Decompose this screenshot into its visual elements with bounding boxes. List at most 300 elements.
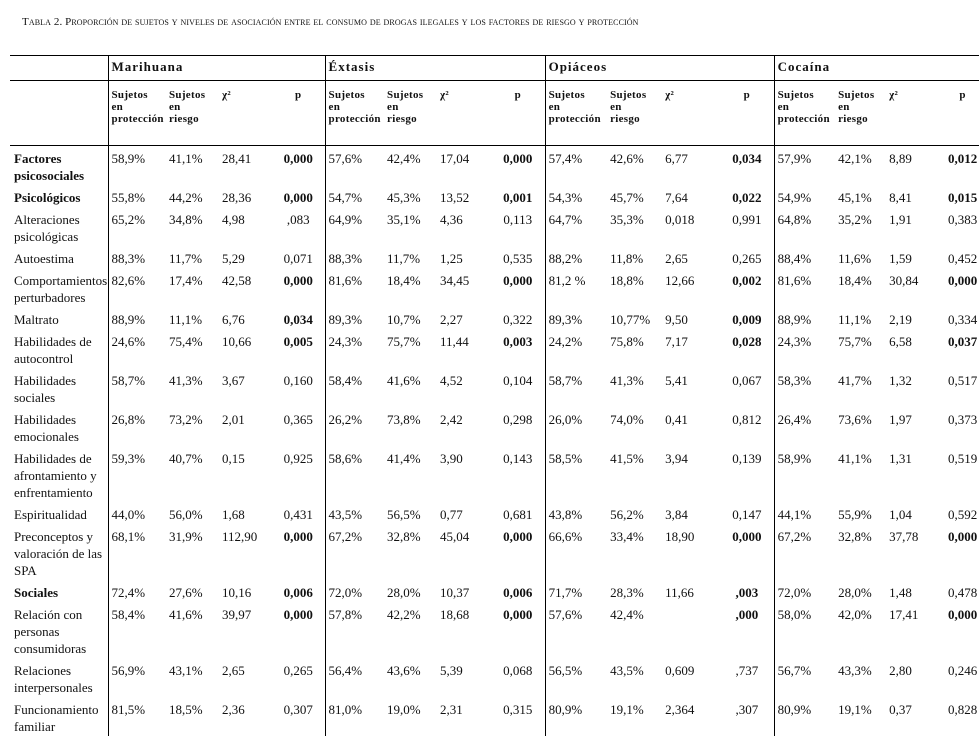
cell-p-value: 0,519 bbox=[947, 451, 978, 466]
cell-proteccion: 71,7% bbox=[545, 580, 607, 602]
cell-chi-square: 10,37 bbox=[440, 585, 470, 600]
cell-riesgo: 43,1% bbox=[169, 663, 203, 678]
cell-chi-square: 12,66 bbox=[665, 273, 695, 288]
cell-p-value: 0,160 bbox=[283, 373, 313, 388]
cell-p-value: 0,113 bbox=[503, 212, 533, 227]
cell-riesgo: 43,5% bbox=[610, 663, 644, 678]
cell-riesgo: 45,7% bbox=[610, 190, 644, 205]
subheader-line: Sujetos bbox=[610, 89, 647, 101]
group-header: Marihuana bbox=[108, 56, 325, 81]
cell-p-value: 0,431 bbox=[283, 507, 313, 522]
cell-p-value: 0,535 bbox=[503, 251, 533, 266]
cell-p-value: 0,000 bbox=[283, 273, 313, 288]
cell-riesgo: 75,7% bbox=[387, 334, 421, 349]
cell-chi-square: 11,44 bbox=[440, 334, 469, 349]
cell-chi-square: 5,39 bbox=[440, 663, 463, 678]
cell-riesgo: 11,1% bbox=[838, 312, 872, 327]
row-label: Preconceptos y valoración de las SPA bbox=[14, 529, 103, 578]
table-row bbox=[10, 502, 979, 524]
cell-proteccion: 72,0% bbox=[325, 580, 384, 602]
cell-p-value: 0,315 bbox=[503, 702, 533, 717]
cell-riesgo: 42,2% bbox=[387, 607, 421, 622]
cell-proteccion: 56,5% bbox=[545, 658, 607, 697]
cell-chi-square: 1,32 bbox=[889, 373, 912, 388]
cell-chi-square: 17,41 bbox=[889, 607, 919, 622]
cell-p-value: 0,034 bbox=[283, 312, 313, 327]
cell-p-value: 0,322 bbox=[503, 312, 533, 327]
cell-chi-square: 0,37 bbox=[889, 702, 912, 717]
cell-chi-square: 1,31 bbox=[889, 451, 912, 466]
cell-chi-square: 2,27 bbox=[440, 312, 463, 327]
cell-riesgo: 18,4% bbox=[838, 273, 872, 288]
cell-proteccion: 44,0% bbox=[108, 502, 166, 524]
cell-proteccion: 26,8% bbox=[108, 407, 166, 446]
cell-proteccion: 88,9% bbox=[774, 307, 835, 329]
cell-chi-square: 1,48 bbox=[889, 585, 912, 600]
cell-p-value: 0,139 bbox=[732, 451, 762, 466]
subheader-line: en bbox=[328, 101, 341, 113]
cell-proteccion: 68,1% bbox=[108, 524, 166, 580]
table-row bbox=[10, 697, 979, 736]
cell-riesgo: 19,1% bbox=[610, 702, 644, 717]
cell-riesgo: 41,1% bbox=[838, 451, 872, 466]
subheader-line: riesgo bbox=[838, 113, 868, 125]
cell-p-value: 0,104 bbox=[503, 373, 533, 388]
cell-chi-square: 5,29 bbox=[222, 251, 245, 266]
subheader-sujetos-proteccion bbox=[108, 81, 166, 146]
cell-p-value: 0,000 bbox=[503, 607, 533, 622]
cell-chi-square: 2,31 bbox=[440, 702, 463, 717]
cell-riesgo: 41,7% bbox=[838, 373, 872, 388]
cell-proteccion: 81,6% bbox=[774, 268, 835, 307]
cell-p-value: ,000 bbox=[735, 607, 759, 622]
cell-riesgo: 11,7% bbox=[169, 251, 203, 266]
cell-riesgo: 28,3% bbox=[610, 585, 644, 600]
cell-proteccion: 56,4% bbox=[325, 658, 384, 697]
subheader-line: Sujetos bbox=[838, 89, 875, 101]
cell-p-value: 0,373 bbox=[947, 412, 978, 427]
cell-chi-square: 30,84 bbox=[889, 273, 919, 288]
table-row bbox=[10, 307, 979, 329]
cell-riesgo: 73,8% bbox=[387, 412, 421, 427]
row-label: Espiritualidad bbox=[14, 507, 87, 522]
cell-chi-square: 9,50 bbox=[665, 312, 688, 327]
cell-proteccion: 67,2% bbox=[774, 524, 835, 580]
cell-proteccion: 88,3% bbox=[108, 246, 166, 268]
cell-riesgo: 11,8% bbox=[610, 251, 644, 266]
cell-chi-square: 10,16 bbox=[222, 585, 252, 600]
cell-chi-square: 3,84 bbox=[665, 507, 688, 522]
subheader-line: en bbox=[610, 101, 622, 113]
subheader-line: en bbox=[387, 101, 399, 113]
cell-proteccion: 88,3% bbox=[325, 246, 384, 268]
subheader-sujetos-proteccion bbox=[774, 81, 835, 146]
cell-p-value: 0,028 bbox=[732, 334, 762, 349]
cell-riesgo: 34,8% bbox=[169, 212, 203, 227]
cell-chi-square: 112,90 bbox=[222, 529, 258, 544]
group-header: Cocaína bbox=[774, 56, 979, 81]
table-row bbox=[10, 524, 979, 580]
cell-p-value: 0,006 bbox=[503, 585, 533, 600]
table-body bbox=[10, 146, 979, 737]
cell-proteccion: 89,3% bbox=[545, 307, 607, 329]
cell-proteccion: 26,2% bbox=[325, 407, 384, 446]
cell-chi-square: 4,52 bbox=[440, 373, 463, 388]
cell-p-value: 0,478 bbox=[947, 585, 978, 600]
cell-proteccion: 72,4% bbox=[108, 580, 166, 602]
cell-proteccion: 64,8% bbox=[774, 207, 835, 246]
cell-p-value: ,083 bbox=[286, 212, 310, 227]
cell-riesgo: 33,4% bbox=[610, 529, 644, 544]
subheader-sujetos-proteccion bbox=[325, 81, 384, 146]
subheader-line: protección bbox=[548, 113, 601, 125]
cell-chi-square: 1,25 bbox=[440, 251, 463, 266]
cell-proteccion: 58,4% bbox=[325, 368, 384, 407]
cell-proteccion: 43,8% bbox=[545, 502, 607, 524]
table-row bbox=[10, 268, 979, 307]
cell-p-value: 0,000 bbox=[947, 607, 978, 622]
row-label: Sociales bbox=[14, 585, 59, 600]
subheader-line: riesgo bbox=[169, 113, 199, 125]
cell-proteccion: 43,5% bbox=[325, 502, 384, 524]
cell-riesgo: 73,6% bbox=[838, 412, 872, 427]
cell-chi-square: 7,64 bbox=[665, 190, 688, 205]
cell-chi-square: 1,97 bbox=[889, 412, 912, 427]
cell-chi-square: 18,90 bbox=[665, 529, 695, 544]
cell-riesgo: 41,3% bbox=[169, 373, 203, 388]
cell-proteccion: 64,7% bbox=[545, 207, 607, 246]
cell-chi-square: 28,36 bbox=[222, 190, 252, 205]
cell-riesgo: 75,7% bbox=[838, 334, 872, 349]
subheader-p-value: p bbox=[488, 81, 545, 146]
subheader-line: protección bbox=[328, 113, 381, 125]
cell-proteccion: 81,6% bbox=[325, 268, 384, 307]
cell-p-value: 0,001 bbox=[503, 190, 533, 205]
cell-riesgo: 43,6% bbox=[387, 663, 421, 678]
cell-p-value: 0,298 bbox=[503, 412, 533, 427]
row-label: Funcionamiento familiar bbox=[14, 702, 99, 734]
cell-proteccion: 55,8% bbox=[108, 185, 166, 207]
cell-riesgo: 43,3% bbox=[838, 663, 872, 678]
subheader-line: Sujetos bbox=[777, 89, 814, 101]
cell-riesgo: 41,5% bbox=[610, 451, 644, 466]
cell-proteccion: 58,9% bbox=[774, 446, 835, 502]
cell-p-value: 0,452 bbox=[947, 251, 978, 266]
cell-chi-square: 2,19 bbox=[889, 312, 912, 327]
row-label: Habilidades de autocontrol bbox=[14, 334, 92, 366]
cell-chi-square: 2,36 bbox=[222, 702, 245, 717]
row-label: Habilidades emocionales bbox=[14, 412, 79, 444]
cell-proteccion: 58,5% bbox=[545, 446, 607, 502]
cell-riesgo: 35,3% bbox=[610, 212, 644, 227]
cell-riesgo: 44,2% bbox=[169, 190, 203, 205]
table-row bbox=[10, 658, 979, 697]
cell-p-value: 0,307 bbox=[283, 702, 313, 717]
cell-riesgo: 41,1% bbox=[169, 151, 203, 166]
cell-chi-square: 2,01 bbox=[222, 412, 245, 427]
subheader-line: Sujetos bbox=[387, 89, 424, 101]
cell-p-value: 0,005 bbox=[283, 334, 313, 349]
cell-riesgo: 55,9% bbox=[838, 507, 872, 522]
cell-riesgo: 18,8% bbox=[610, 273, 644, 288]
cell-chi-square: 0,609 bbox=[665, 663, 695, 678]
group-header-row bbox=[10, 56, 979, 81]
subheader-line: protección bbox=[777, 113, 830, 125]
cell-p-value: 0,143 bbox=[503, 451, 533, 466]
subheader-p-value: p bbox=[269, 81, 325, 146]
cell-riesgo: 18,4% bbox=[387, 273, 421, 288]
cell-proteccion: 80,9% bbox=[774, 697, 835, 736]
cell-riesgo: 10,77% bbox=[610, 312, 651, 327]
cell-proteccion: 57,6% bbox=[545, 602, 607, 658]
table-row bbox=[10, 580, 979, 602]
cell-chi-square: 28,41 bbox=[222, 151, 252, 166]
cell-p-value: 0,592 bbox=[947, 507, 978, 522]
cell-riesgo: 56,5% bbox=[387, 507, 421, 522]
subheader-line: en bbox=[548, 101, 561, 113]
cell-proteccion: 24,3% bbox=[325, 329, 384, 368]
cell-proteccion: 44,1% bbox=[774, 502, 835, 524]
row-label: Maltrato bbox=[14, 312, 59, 327]
cell-p-value: 0,000 bbox=[732, 529, 762, 544]
cell-chi-square: 4,36 bbox=[440, 212, 463, 227]
cell-p-value: 0,265 bbox=[732, 251, 762, 266]
cell-p-value: 0,517 bbox=[947, 373, 978, 388]
table-row bbox=[10, 407, 979, 446]
cell-chi-square: 10,66 bbox=[222, 334, 252, 349]
cell-proteccion: 88,9% bbox=[108, 307, 166, 329]
cell-p-value: 0,246 bbox=[947, 663, 978, 678]
cell-p-value: 0,000 bbox=[503, 529, 533, 544]
cell-p-value: 0,000 bbox=[947, 273, 978, 288]
cell-chi-square: 8,89 bbox=[889, 151, 912, 166]
cell-chi-square: 0,15 bbox=[222, 451, 245, 466]
cell-chi-square: 13,52 bbox=[440, 190, 470, 205]
cell-proteccion: 81,2 % bbox=[545, 268, 607, 307]
cell-chi-square: 37,78 bbox=[889, 529, 919, 544]
cell-chi-square: 6,76 bbox=[222, 312, 245, 327]
cell-chi-square: 3,90 bbox=[440, 451, 463, 466]
cell-proteccion: 24,3% bbox=[774, 329, 835, 368]
cell-proteccion: 88,2% bbox=[545, 246, 607, 268]
cell-riesgo: 41,3% bbox=[610, 373, 644, 388]
cell-proteccion: 26,4% bbox=[774, 407, 835, 446]
row-label: Alteraciones psicológicas bbox=[14, 212, 80, 244]
cell-riesgo: 42,0% bbox=[838, 607, 872, 622]
cell-p-value: 0,265 bbox=[283, 663, 313, 678]
cell-chi-square: 8,41 bbox=[889, 190, 912, 205]
cell-chi-square: 0,41 bbox=[665, 412, 688, 427]
cell-proteccion: 58,3% bbox=[774, 368, 835, 407]
cell-proteccion: 57,8% bbox=[325, 602, 384, 658]
cell-riesgo: 11,6% bbox=[838, 251, 872, 266]
cell-proteccion: 54,9% bbox=[774, 185, 835, 207]
subheader-line: protección bbox=[111, 113, 164, 125]
table-row bbox=[10, 368, 979, 407]
cell-p-value: 0,000 bbox=[283, 151, 313, 166]
row-label: Psicológicos bbox=[14, 190, 81, 205]
cell-p-value: 0,006 bbox=[283, 585, 313, 600]
cell-chi-square: 3,94 bbox=[665, 451, 688, 466]
table-caption: Tabla 2. Proporción de sujetos y niveles de asociación entre el consumo de drogas ilegales y los factores de riesgo y protección bbox=[22, 16, 639, 28]
subheader-sujetos-riesgo bbox=[835, 81, 886, 146]
cell-proteccion: 56,9% bbox=[108, 658, 166, 697]
group-header: Éxtasis bbox=[325, 56, 545, 81]
cell-proteccion: 58,4% bbox=[108, 602, 166, 658]
cell-chi-square: 7,17 bbox=[665, 334, 688, 349]
cell-proteccion: 24,2% bbox=[545, 329, 607, 368]
subheader-chi-square: χ² bbox=[886, 81, 936, 146]
cell-riesgo: 42,6% bbox=[610, 151, 644, 166]
subheader-line: Sujetos bbox=[548, 89, 585, 101]
subheader-line: Sujetos bbox=[328, 89, 365, 101]
subheader-p-value: p bbox=[717, 81, 774, 146]
table-row bbox=[10, 446, 979, 502]
cell-chi-square: 2,65 bbox=[222, 663, 245, 678]
cell-proteccion: 81,0% bbox=[325, 697, 384, 736]
cell-p-value: 0,925 bbox=[283, 451, 313, 466]
subheader-line: riesgo bbox=[387, 113, 417, 125]
cell-proteccion: 80,9% bbox=[545, 697, 607, 736]
cell-p-value: 0,681 bbox=[503, 507, 533, 522]
cell-proteccion: 57,9% bbox=[774, 146, 835, 186]
cell-chi-square: 5,41 bbox=[665, 373, 688, 388]
cell-riesgo: 45,3% bbox=[387, 190, 421, 205]
cell-chi-square: 3,67 bbox=[222, 373, 245, 388]
table-row bbox=[10, 602, 979, 658]
cell-riesgo: 74,0% bbox=[610, 412, 644, 427]
cell-p-value: 0,022 bbox=[732, 190, 762, 205]
cell-chi-square: 42,58 bbox=[222, 273, 252, 288]
cell-chi-square: 4,98 bbox=[222, 212, 245, 227]
cell-p-value: 0,000 bbox=[283, 607, 313, 622]
cell-p-value: 0,009 bbox=[732, 312, 762, 327]
cell-riesgo: 41,4% bbox=[387, 451, 421, 466]
table-row bbox=[10, 207, 979, 246]
row-label: Comportamientos perturbadores bbox=[14, 273, 108, 305]
cell-chi-square bbox=[662, 602, 717, 658]
subheader-p-value: p bbox=[936, 81, 979, 146]
cell-proteccion: 64,9% bbox=[325, 207, 384, 246]
header-blank bbox=[10, 81, 108, 146]
subheader-line: en bbox=[838, 101, 850, 113]
cell-p-value: 0,000 bbox=[947, 529, 978, 544]
cell-riesgo: 40,7% bbox=[169, 451, 203, 466]
cell-p-value: 0,034 bbox=[732, 151, 762, 166]
cell-p-value: 0,000 bbox=[503, 151, 533, 166]
cell-riesgo: 41,6% bbox=[169, 607, 203, 622]
data-table bbox=[10, 55, 979, 736]
cell-p-value: ,307 bbox=[735, 702, 759, 717]
cell-proteccion: 59,3% bbox=[108, 446, 166, 502]
cell-proteccion: 58,7% bbox=[108, 368, 166, 407]
cell-riesgo: 11,1% bbox=[169, 312, 203, 327]
cell-p-value: 0,002 bbox=[732, 273, 762, 288]
cell-riesgo: 42,1% bbox=[838, 151, 872, 166]
cell-riesgo: 28,0% bbox=[387, 585, 421, 600]
cell-p-value: 0,067 bbox=[732, 373, 762, 388]
row-label: Autoestima bbox=[14, 251, 74, 266]
cell-p-value: 0,037 bbox=[947, 334, 978, 349]
cell-chi-square: 34,45 bbox=[440, 273, 470, 288]
cell-chi-square: 1,91 bbox=[889, 212, 912, 227]
cell-p-value: ,003 bbox=[735, 585, 759, 600]
subheader-line: riesgo bbox=[610, 113, 640, 125]
cell-riesgo: 11,7% bbox=[387, 251, 421, 266]
cell-proteccion: 82,6% bbox=[108, 268, 166, 307]
cell-proteccion: 57,4% bbox=[545, 146, 607, 186]
cell-proteccion: 56,7% bbox=[774, 658, 835, 697]
subheader-chi-square: χ² bbox=[662, 81, 717, 146]
cell-chi-square: 2,65 bbox=[665, 251, 688, 266]
cell-chi-square: 17,04 bbox=[440, 151, 470, 166]
cell-p-value: 0,000 bbox=[503, 273, 533, 288]
cell-riesgo: 28,0% bbox=[838, 585, 872, 600]
row-label: Habilidades de afrontamiento y enfrentamiento bbox=[14, 451, 97, 500]
cell-p-value: 0,003 bbox=[503, 334, 533, 349]
cell-proteccion: 65,2% bbox=[108, 207, 166, 246]
subheader-chi-square: χ² bbox=[437, 81, 488, 146]
cell-p-value: 0,000 bbox=[283, 529, 313, 544]
table-row bbox=[10, 146, 979, 186]
table-row bbox=[10, 246, 979, 268]
cell-chi-square: 0,77 bbox=[440, 507, 463, 522]
cell-riesgo: 31,9% bbox=[169, 529, 203, 544]
cell-riesgo: 35,2% bbox=[838, 212, 872, 227]
cell-riesgo: 73,2% bbox=[169, 412, 203, 427]
cell-riesgo: 42,4% bbox=[387, 151, 421, 166]
subheader-line: en bbox=[169, 101, 181, 113]
cell-chi-square: 18,68 bbox=[440, 607, 470, 622]
cell-p-value: 0,012 bbox=[947, 151, 978, 166]
cell-riesgo: 19,1% bbox=[838, 702, 872, 717]
cell-riesgo: 10,7% bbox=[387, 312, 421, 327]
subheader-sujetos-riesgo bbox=[384, 81, 437, 146]
cell-p-value: 0,015 bbox=[947, 190, 978, 205]
cell-riesgo: 32,8% bbox=[838, 529, 872, 544]
cell-riesgo: 45,1% bbox=[838, 190, 872, 205]
subheader-row bbox=[10, 81, 979, 146]
cell-p-value: 0,365 bbox=[283, 412, 313, 427]
subheader-chi-square: χ² bbox=[219, 81, 269, 146]
cell-p-value: ,737 bbox=[735, 663, 759, 678]
cell-riesgo: 35,1% bbox=[387, 212, 421, 227]
cell-p-value: 0,068 bbox=[503, 663, 533, 678]
cell-chi-square: 2,42 bbox=[440, 412, 463, 427]
row-label: Relaciones interpersonales bbox=[14, 663, 93, 695]
cell-proteccion: 54,3% bbox=[545, 185, 607, 207]
subheader-sujetos-riesgo bbox=[166, 81, 219, 146]
subheader-sujetos-riesgo bbox=[607, 81, 662, 146]
cell-p-value: 0,828 bbox=[947, 702, 978, 717]
cell-riesgo: 75,8% bbox=[610, 334, 644, 349]
cell-chi-square: 6,58 bbox=[889, 334, 912, 349]
cell-riesgo: 75,4% bbox=[169, 334, 203, 349]
cell-riesgo: 41,6% bbox=[387, 373, 421, 388]
cell-riesgo: 18,5% bbox=[169, 702, 203, 717]
cell-p-value: 0,000 bbox=[283, 190, 313, 205]
cell-proteccion: 58,7% bbox=[545, 368, 607, 407]
row-label: Relación con personas consumidoras bbox=[14, 607, 87, 656]
cell-proteccion: 89,3% bbox=[325, 307, 384, 329]
cell-proteccion: 54,7% bbox=[325, 185, 384, 207]
cell-proteccion: 58,6% bbox=[325, 446, 384, 502]
header-blank bbox=[10, 56, 108, 81]
cell-proteccion: 67,2% bbox=[325, 524, 384, 580]
cell-chi-square: 6,77 bbox=[665, 151, 688, 166]
cell-riesgo: 56,2% bbox=[610, 507, 644, 522]
subheader-line: en bbox=[777, 101, 790, 113]
